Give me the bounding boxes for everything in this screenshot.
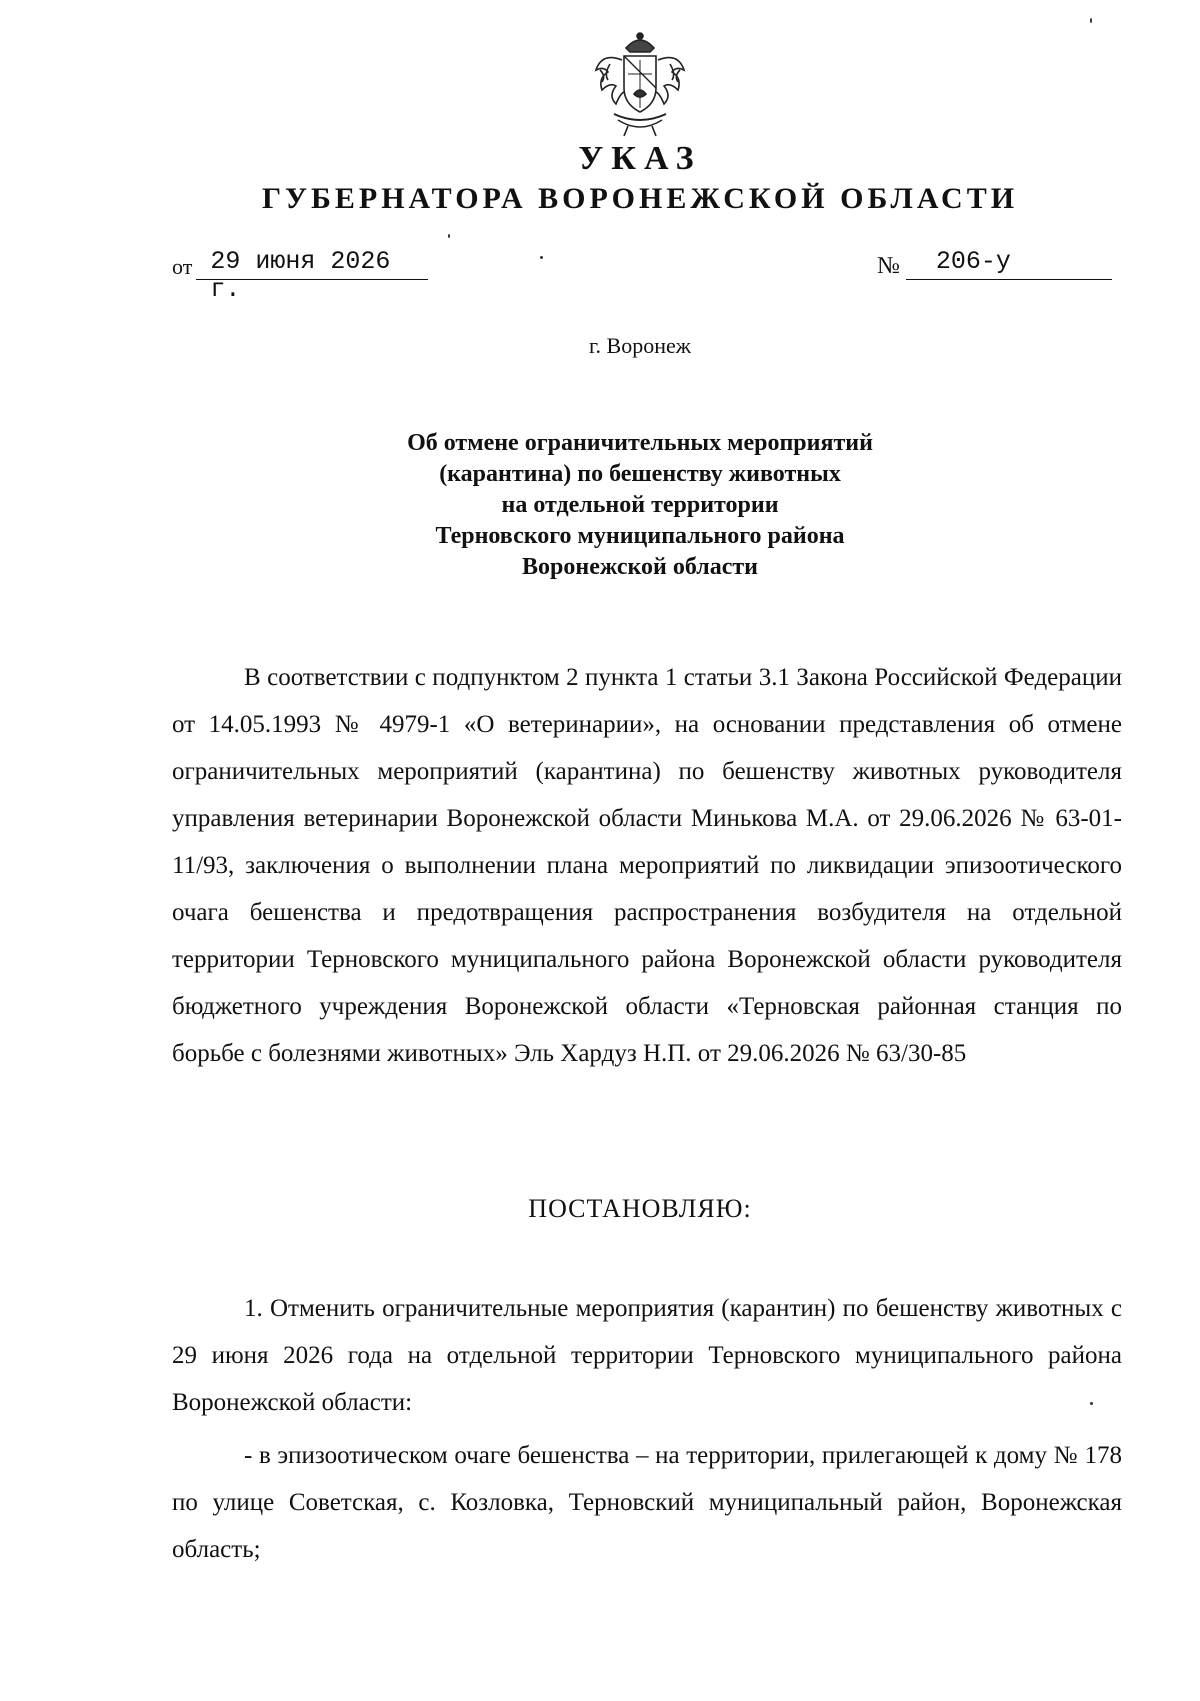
city-line: г. Воронеж bbox=[589, 333, 691, 358]
number-prefix: № bbox=[877, 253, 900, 279]
item-1-paragraph: 1. Отменить ограничительные мероприятия (карантин) по бешенству животных с 29 июня 2026 года на отдельной территории Терновского муниципального района Воронежской области: bbox=[172, 1295, 1122, 1416]
subject-line: Терновского муниципального района bbox=[435, 523, 845, 549]
decree-heading: ПОСТАНОВЛЯЮ: bbox=[528, 1194, 752, 1223]
date-line bbox=[172, 247, 428, 304]
subject-line: на отдельной территории bbox=[501, 492, 779, 518]
number-line bbox=[877, 248, 1112, 280]
scan-speck bbox=[540, 256, 543, 259]
subject-line: (карантина) по бешенству животных bbox=[439, 461, 841, 487]
number-field: 206-у bbox=[906, 248, 1112, 280]
subject-line: Воронежской области bbox=[522, 554, 758, 580]
document-subtitle: ГУБЕРНАТОРА ВОРОНЕЖСКОЙ ОБЛАСТИ bbox=[261, 182, 1019, 215]
preamble-paragraph: В соответствии с подпунктом 2 пункта 1 статьи 3.1 Закона Российской Федерации от 14.05.1993 № 4979-1 «О ветеринарии», на основании представления об отмене ограничительных мероприятий (карантина) по бешенству животных руководителя управления ветеринарии Воронежской области Минькова М.А. от 29.06.2026 № 63-01-11/93, заключения о выполнении плана мероприятий по ликвидации эпизоотического очага бешенства и предотвращения распространения возбудителя на отдельной территории Терновского муниципального района Воронежской области руководителя бюджетного учреждения Воронежской области «Терновская районная станция по борьбе с болезнями животных» Эль Хардуз Н.П. от 29.06.2026 № 63/30-85 bbox=[172, 664, 1122, 1067]
scan-speck bbox=[1090, 18, 1092, 23]
item-1-subitem: - в эпизоотическом очаге бешенства – на территории, прилегающей к дому № 178 по улице Советская, с. Козловка, Терновский муниципальный район, Воронежская область; bbox=[172, 1442, 1122, 1563]
coat-of-arms-icon bbox=[588, 30, 692, 140]
document-subject bbox=[0, 428, 1200, 583]
subject-line: Об отмене ограничительных мероприятий bbox=[407, 430, 873, 456]
date-prefix: от bbox=[172, 254, 193, 279]
scan-speck bbox=[448, 234, 450, 238]
scan-speck bbox=[1090, 1402, 1093, 1405]
date-field: 29 июня 2026 г. bbox=[196, 248, 428, 280]
document-title: УКАЗ bbox=[578, 140, 702, 177]
